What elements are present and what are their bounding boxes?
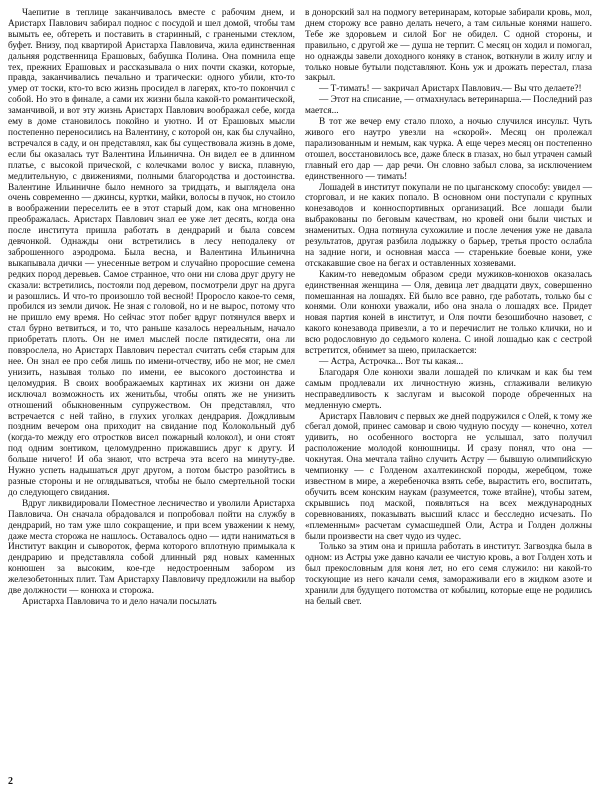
paragraph: Вдруг ликвидировали Поместное лесничество и уволили Аристарха Павловича. Он сначала обрадовался и попробовал пойти на службу в дендрарий, но там уже шло сокращение, и при всем уважении к нему, даже места сторожа не нашлось. Оставалось одно — идти наниматься в Институт вакцин и сывороток, ферма которого вплотную примыкала к дендрарию и представляла собой длинный ряд новых каменных конюшен за высоким, кое-где недостроенным забором из железобетонных плит. Там Аристарху Павловичу предложили на выбор две должности — конюха и сторожа.: [8, 498, 295, 597]
dialogue-line: — Этот на списание, — отмахнулась ветеринарша.— Последний раз мается...: [305, 95, 592, 117]
paragraph: Аристарха Павловича то и дело начали посылать: [22, 596, 217, 607]
paragraph: В тот же вечер ему стало плохо, а ночью случился инсульт. Чуть живого его наутро увезли на «скорой». Месяц он пролежал парализованным и немым, как чурка. А еще через месяц он постепенно отошел, восстановилось все, даже блеск в глазах, но был утрачен самый главный его дар — дар речи. Он словно забыл слова, за исключением единственного — тимать!: [305, 117, 592, 182]
paragraph: Аристарх Павлович с первых же дней подружился с Олей, к тому же сбегал домой, принес самовар и свою чудную посуду — конечно, хотел удивить, но особенного восторга не услышал, зато получил расположение молодой конюшницы. И сразу понял, что она — чокнутая. Она мечтала тайно случить Астру — бывшую олимпийскую чемпионку — с Голденом ахалтекинской породы, жеребцом, тоже известном в мире, а жеребеночка взять себе, вырастить его, воспитать, обучить всем конским наукам (разумеется, тоже втайне), чтобы затем, скрывшись под маской, появляться на всех международных соревнованиях, показывать высший класс и бесследно исчезать. По «племенным» расчетам сумасшедшей Оли, Астра и Голден должны были произвести на свет чудо из чудес.: [305, 411, 592, 542]
paragraph: Чаепитие в теплице заканчивалось вместе с рабочим днем, и Аристарх Павлович забирал поднос с посудой и шел домой, чтобы там вымыть ее, обтереть и поставить в старинный, с гранеными стеклом, буфет. Внизу, под квартирой Аристарха Павловича, жила единственная дальняя родственница Ерашовых, бабушка Полина. Она помнила еще тех, прежних Ерашовых и рассказывала о них почти сказки, которые, правда, заканчивались печально и трагически: одного убили, кто-то умер от тоски, кто-то всю жизнь просидел в лагерях, кто-то покончил с собой. Но это в финале, а сами их жизни была какой-то романтической, заманчивой, и вот эту жизнь Аристарх Павлович воображал себе, когда ему в доме становилось покойно и уютно. И от Ерашовых мысли постепенно переносились на Валентину, с которой он, как бы случайно, встречался в саду, и он представлял, как бы существовала жизнь в доме, если бы оказалась тут Валентина Ильинична. Он видел ее в длинном платье, с высокой прической, с колечками волос у виска, плавную, медлительную, с движениями, полными благородства и достоинства. Валентине Ильиничне было немного за тридцать, и выглядела она очень современно — джинсы, куртки, майки, волосы в пучок, но стоило в воображении переселить ее в этот старый дом, как она мгновенно преображалась. Аристарх Павлович знал ее уже лет десять, когда она после института пришла работать в дендрарий и была совсем девчонкой. Однажды они встретились в лесу неподалеку от заброшенного аэродрома. Была весна, и Валентина Ильинична выкапывала дички — унесенные ветром и случайно проросшие семена редких пород деревьев. Самое странное, что они ни слова друг другу не сказали: встретились, постояли под деревом, посмотрели друг на друга и разошлись. И что-то произошло той весной! Проросло какое-то семя, пробился из земли дичок. Не зная с головой, но и не вырос, потому что не пришло ему время. Но сейчас этот побег вдруг потянулся вверх и стал бурно ветвиться, и то, что раньше казалось нереальным, начало приобретать плоть. Он не имел мыслей после пятидесяти, она ли повзрослела, но Аристарх Павлович перестал считать себя старым для нее. Он знал ее про себя лишь по имени-отчеству, ибо не мог, не смел унизить, называя только по имени, ее высокого достоинства и целомудрия. В своих воображаемых картинах их жизни он даже исключал возможность их женитьбы, чтобы опять же не унизить отношений обыкновенным супружеством. Он представлял, что встречается с ней тайно, в глухих уголках дендрария. Дождливым поздним вечером она приходит на свидание под Колокольный дуб (когда-то между его отростков висел пожарный колокол), и они стоят под одним зонтиком, целомудренно прижавшись друг к другу. И больше ничего! И оба знают, что встреча эта всего на минуту-две. Нужно успеть надышаться друг другом, а потом быстро разойтись в разные стороны и не оглядываться, чтобы не было смертельной тоски до следующего свидания.: [8, 8, 296, 498]
left-column: [8, 8, 295, 608]
right-column: [305, 8, 592, 608]
paragraph: Благодаря Оле конюхи звали лошадей по кличкам и как бы тем самым продлевали их личностную жизнь, сглаживали великую несправедливость к заслугам и высокой породе обреченных на медленную смерть.: [305, 367, 592, 411]
dialogue-line: — Астра, Астрочка... Вот ты какая...: [319, 357, 464, 367]
dialogue-line: — Т-тимать! — закричал Аристарх Павлович.— Вы что делаете?!: [319, 84, 582, 95]
paragraph: в донорский зал на подмогу ветеринарам, которые забирали кровь, мол, днем сторожу все равно делать нечего, а там сильные конями нашего. Тебе же здоровьем и силой Бог не обидел. С одной стороны, и правильно, с другой же — душа не терпит. С месяц он ходил и помогал, но однажды завели доходного коняку в станок, воткнули в жилу иглу и только новые бутыли подставляют. Конь уж и дрожать перестал, глаза закрыл.: [305, 8, 592, 84]
paragraph: Каким-то неведомым образом среди мужиков-конюхов оказалась единственная женщина — Оля, девица лет двадцати двух, совершенно помешанная на лошадях. Ей было все равно, где работать, только бы с конями. Оли конюхи уважали, ибо она знала о лошадях все. Придет новая партия коней в институт, и Оля почти безошибочно назовет, с какого конезавода привезли, а то и перечислит не только клички, но и всю родословную до седьмого колена. С иной лошадью как с сестрой встретится, обнимет за шею, приласкается:: [305, 269, 592, 357]
paragraph: Только за этим она и пришла работать в институт. Загвоздка была в одном: из Астры уже давно качали ее чистую кровь, а вот Голден хоть и был прекословным для коня лет, но его семя служило: ни какой-то тоскующие из него качали семя, замораживали его в жидком азоте и хранили для будущего потомства от кобылиц, которые еще не родились на белый свет.: [305, 542, 592, 607]
paragraph: Лошадей в институт покупали не по цыганскому способу: увидел — сторговал, и не каких попало. В основном они поступали с крупных конезаводов и конноспортивных организаций. Все лошади были выбракованы по беговым качествам, но кровей они были чистых и знаменитых. Одна потянула сухожилие и после лечения уже не давала результатов, другая разбила лодыжку о барьер, третья просто ослабла на задние ноги, и основная масса — старенькие боевые кони, уже отскакавшие свое на бегах и оставленных хозяевами.: [305, 182, 592, 269]
page-number: 2: [8, 776, 13, 787]
